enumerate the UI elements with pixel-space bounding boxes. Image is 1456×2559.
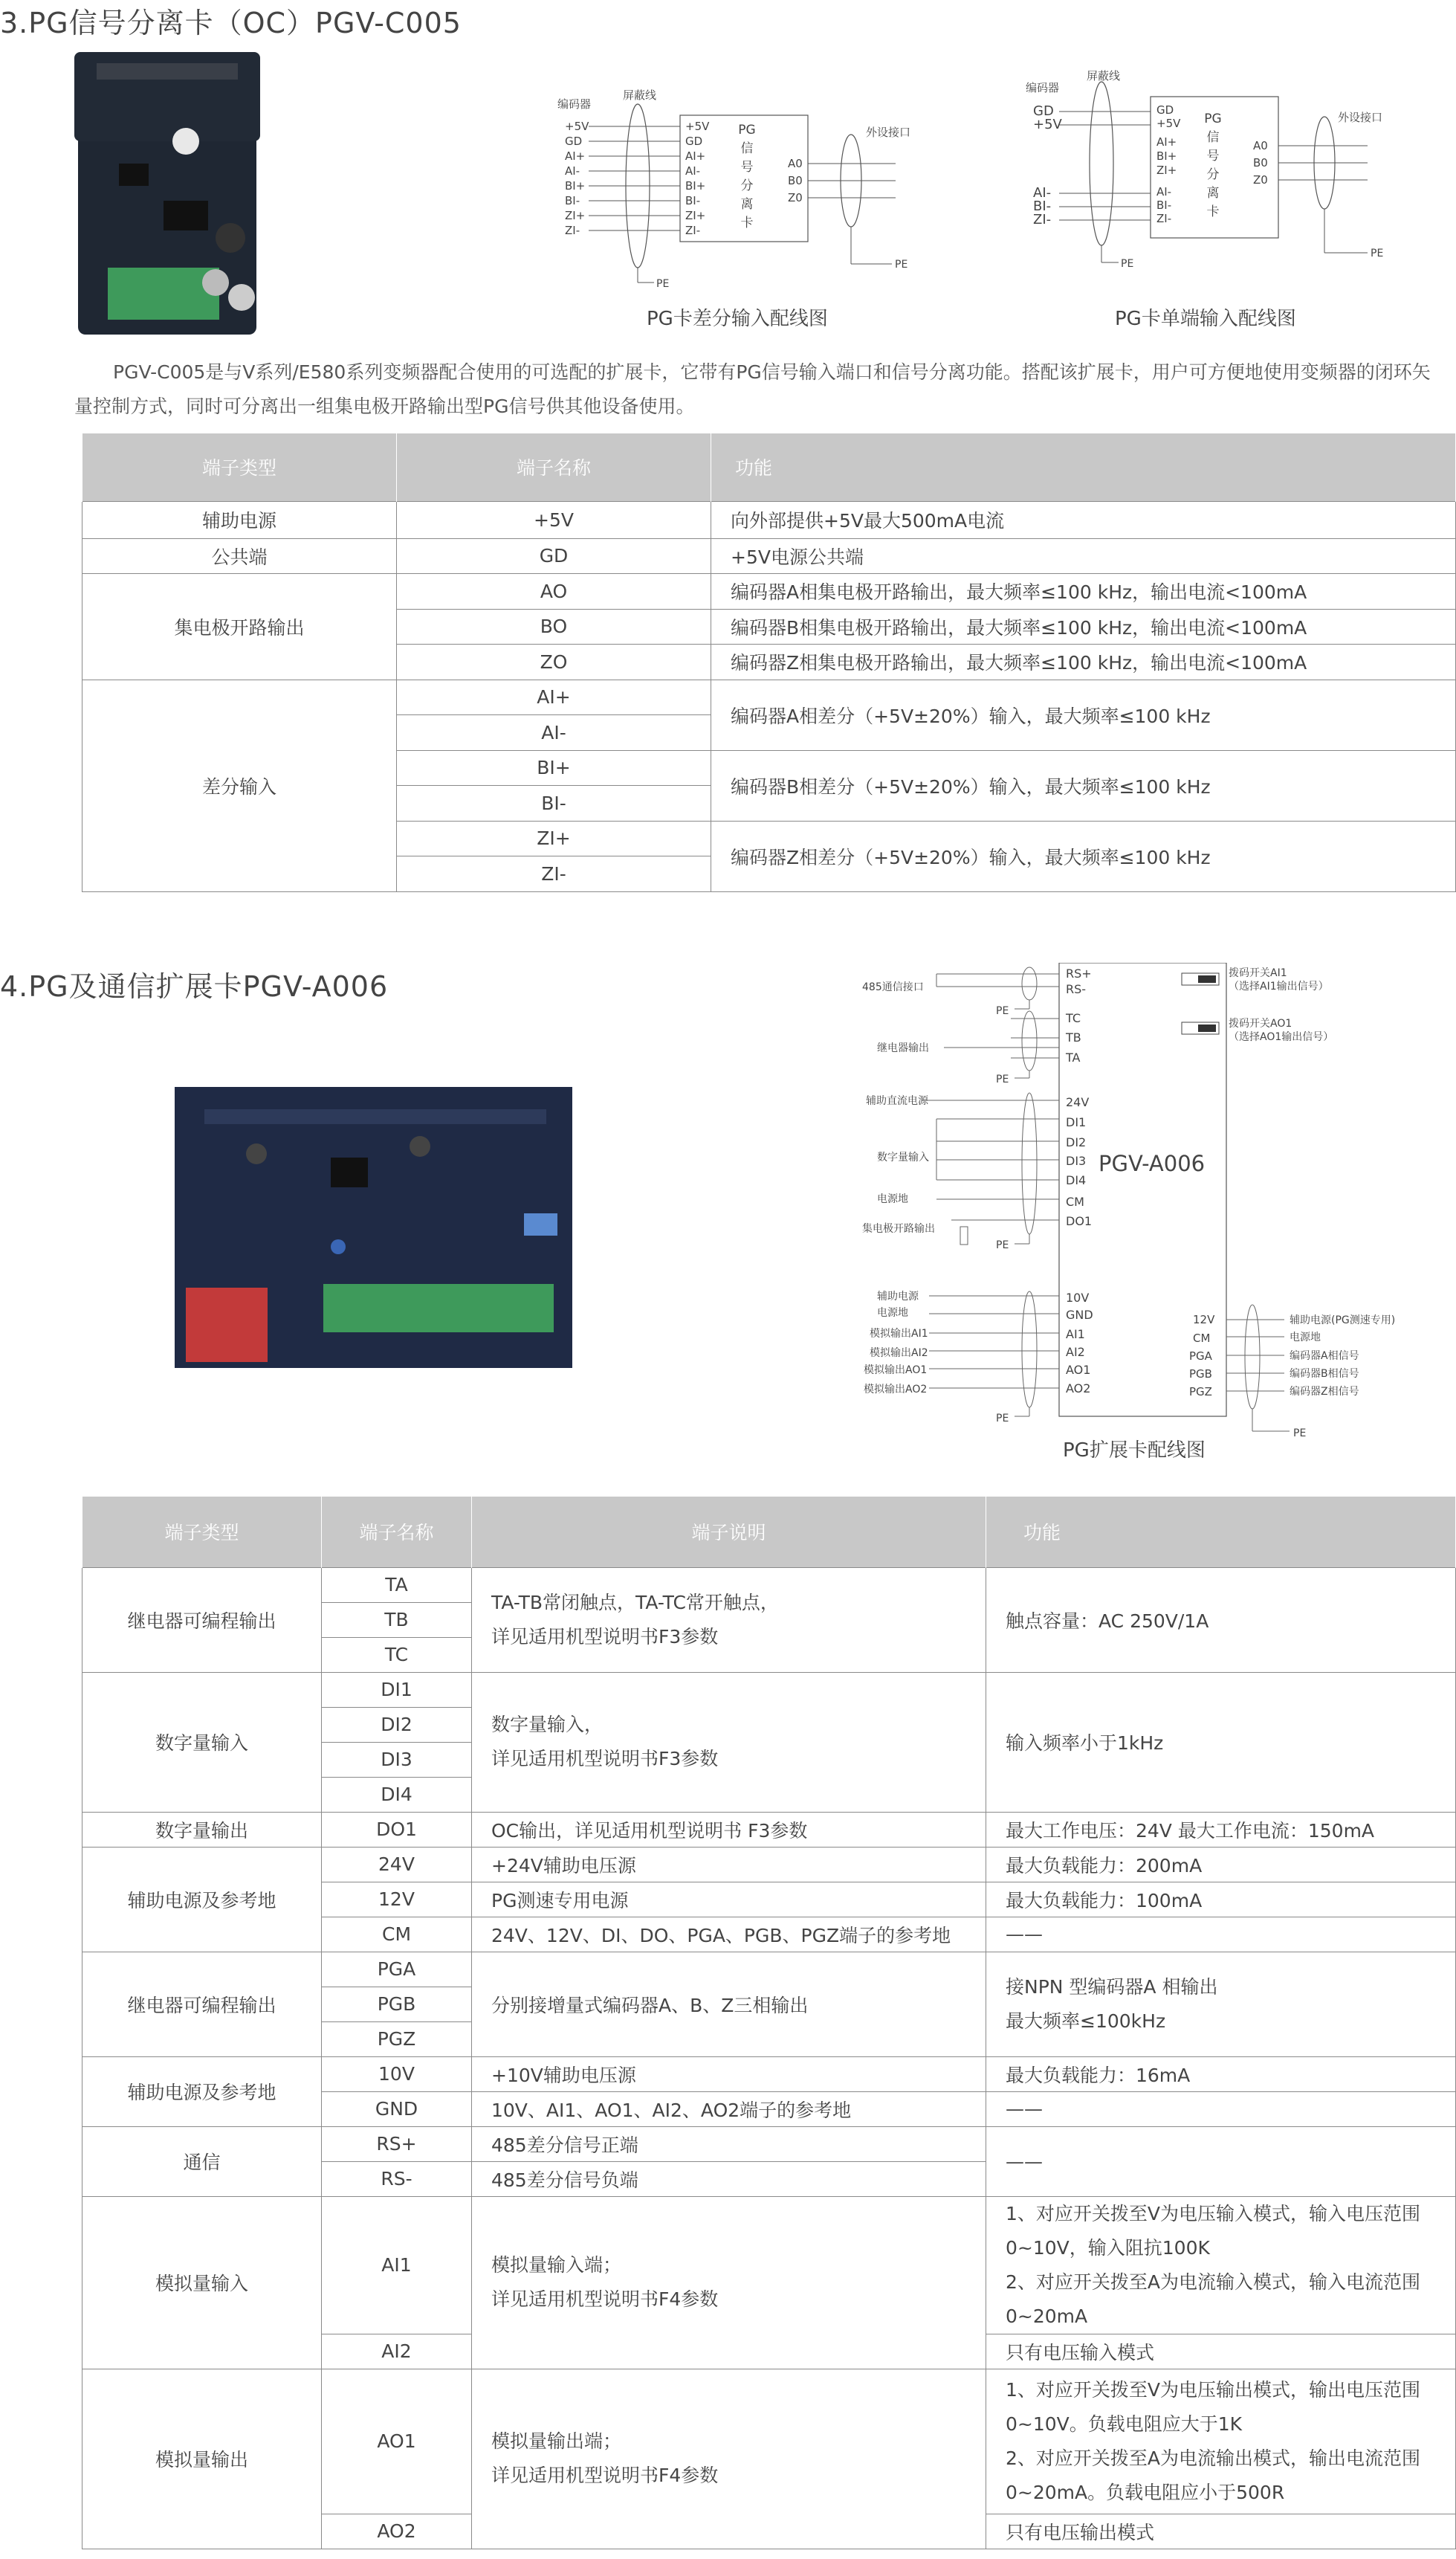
a006-right-label-3: 编码器B相信号 [1290,1368,1359,1380]
a006-label-oc: 集电极开路输出 [862,1223,935,1235]
t4-name-tb: TB [322,1602,472,1637]
t4-desc-cm: 24V、12V、DI、DO、PGA、PGB、PGZ端子的参考地 [472,1917,986,1952]
d1-shield-label: 屏蔽线 [623,88,657,102]
t4-type-aout: 模拟量输出 [82,2369,322,2549]
a006-pe-right: PE [1293,1427,1307,1439]
t3-func-gd: +5V电源公共端 [711,538,1456,573]
d1-out-pin-0: A0 [788,157,803,170]
t4-name-12v: 12V [322,1882,472,1917]
t4-desc-ain [472,2196,986,2369]
t4-func-ao1-line1: 1、对应开关拨至V为电压输出模式，输出电压范围 [1006,2378,1421,2401]
t3-header-func: 功能 [711,433,1456,501]
d2-left-pin-3: BI- [1033,199,1052,214]
t4-name-pgb: PGB [322,1987,472,2021]
a006-caption: PG扩展卡配线图 [1063,1439,1206,1462]
a006-label-ai1: 模拟输出AI1 [870,1328,928,1340]
t4-name-di3: DI3 [322,1742,472,1777]
a006-pin-gnd: GND [1066,1308,1093,1322]
t4-func-relay1: 触点容量：AC 250V/1A [986,1567,1456,1672]
d1-card-pin-7: ZI- [685,224,701,237]
d1-card-pin-1: GD [685,135,703,148]
d2-pe-right: PE [1371,248,1384,259]
a006-right-label-4: 编码器Z相信号 [1290,1386,1359,1398]
a006-label-ao2: 模拟输出AO2 [864,1384,928,1395]
t3-name-ao: AO [397,573,711,609]
t4-name-10v: 10V [322,2056,472,2091]
t4-func-10v: 最大负载能力：16mA [986,2056,1456,2091]
a006-pin-tc: TC [1066,1011,1081,1025]
t3-func-ao: 编码器A相集电极开路输出，最大频率≤100 kHz，输出电流<100mA [711,573,1456,609]
d1-ext-label: 外设接口 [866,126,911,139]
t4-desc-10v: +10V辅助电压源 [472,2056,986,2091]
d1-card-label-1: 信 [740,141,754,156]
d2-shield-label: 屏蔽线 [1087,69,1121,83]
t4-name-ai2: AI2 [322,2334,472,2369]
t4-desc-ain-line2: 详见适用机型说明书F4参数 [491,2288,719,2310]
t4-type-aux1: 辅助电源及参考地 [82,1847,322,1952]
diagram-diff-caption: PG卡差分输入配线图 [647,308,828,330]
t4-desc-aout [472,2369,986,2549]
d1-left-pin-3: AI- [565,164,580,178]
t4-desc-ain-line1: 模拟量输入端； [491,2254,622,2276]
a006-label-ao1: 模拟输出AO1 [864,1364,928,1376]
a006-pin-ao2: AO2 [1066,1381,1091,1395]
t3-name-zi-plus: ZI+ [397,821,711,856]
t3-name-bi-plus: BI+ [397,750,711,785]
d2-card-pin-3: BI+ [1156,149,1177,163]
a006-right-label-1: 电源地 [1290,1332,1321,1343]
a006-pin-di2: DI2 [1066,1135,1087,1149]
diagram-single-input [1018,63,1420,309]
d1-out-pin-2: Z0 [788,191,803,204]
d2-pe-left: PE [1121,258,1134,270]
a006-label-485: 485通信接口 [862,981,924,993]
t4-func-24v: 最大负载能力：200mA [986,1847,1456,1882]
d2-card-label-2: 号 [1206,149,1220,164]
a006-pin-ta: TA [1066,1051,1081,1065]
t4-func-12v: 最大负载能力：100mA [986,1882,1456,1917]
t4-func-cm: —— [986,1917,1456,1952]
d2-out-pin-2: Z0 [1253,173,1268,187]
t4-func-ao1 [986,2369,1456,2514]
a006-label-aux: 辅助电源 [877,1291,919,1303]
diagram-single-caption: PG卡单端输入配线图 [1115,308,1296,330]
t3-name-gd: GD [397,538,711,573]
d2-left-pin-4: ZI- [1033,212,1052,227]
t3-name-zo: ZO [397,644,711,680]
t4-name-24v: 24V [322,1847,472,1882]
a006-label-relay: 继电器输出 [877,1042,929,1054]
a006-pin-do1: DO1 [1066,1214,1093,1228]
d2-card-label-0: PG [1204,112,1222,126]
t3-type-common: 公共端 [82,538,397,573]
d2-card-label-3: 分 [1206,167,1220,182]
t3-func-b-diff: 编码器B相差分（+5V±20%）输入，最大频率≤100 kHz [711,750,1456,821]
t4-desc-rsp: 485差分信号正端 [472,2126,986,2161]
t4-func-ai2: 只有电压输入模式 [986,2334,1456,2369]
d1-left-pin-1: GD [565,135,583,148]
section4-title: 4.PG及通信扩展卡PGV-A006 [0,970,389,1003]
a006-pin-di3: DI3 [1066,1154,1087,1168]
d1-card-label-5: 卡 [740,216,754,230]
t3-header-type: 端子类型 [82,433,397,501]
t4-desc-din-line1: 数字量输入， [491,1714,604,1735]
t4-name-tc: TC [322,1637,472,1672]
d1-left-pin-7: ZI- [565,224,580,237]
d2-encoder-label: 编码器 [1026,81,1060,94]
d2-card-pin-0: GD [1156,103,1174,117]
t4-desc-rsm: 485差分信号负端 [472,2161,986,2196]
t4-type-ain: 模拟量输入 [82,2196,322,2369]
t3-name-zi-minus: ZI- [397,856,711,891]
t3-name-5v: +5V [397,501,711,538]
t4-desc-relay1-line2: 详见适用机型说明书F3参数 [491,1625,719,1648]
d2-left-pin-1: +5V [1033,117,1062,132]
t3-header-name: 端子名称 [397,433,711,501]
t4-func-ai1-line4: 0~20mA [1006,2305,1088,2327]
t4-name-gnd: GND [322,2091,472,2126]
a006-right-pin-cm: CM [1193,1332,1211,1345]
t4-name-pga: PGA [322,1952,472,1987]
d2-card-pin-4: ZI+ [1156,164,1177,177]
t4-name-ta: TA [322,1567,472,1602]
t4-func-ai1-line1: 1、对应开关拨至V为电压输入模式，输入电压范围 [1006,2202,1421,2224]
t3-func-bo: 编码器B相集电极开路输出，最大频率≤100 kHz，输出电流<100mA [711,609,1456,644]
a006-pe-4: PE [996,1413,1009,1424]
t4-func-ai1-line3: 2、对应开关拨至A为电流输入模式，输入电流范围 [1006,2271,1421,2293]
t4-name-cm: CM [322,1917,472,1952]
a006-right-label-0: 辅助电源(PG测速专用) [1290,1314,1396,1326]
t3-func-zo: 编码器Z相集电极开路输出，最大频率≤100 kHz，输出电流<100mA [711,644,1456,680]
t4-desc-din [472,1672,986,1812]
a006-pe-1: PE [996,1005,1009,1017]
d2-left-pin-2: AI- [1033,185,1052,201]
description-line-1: PGV-C005是与V系列/E580系列变频器配合使用的可选配的扩展卡，它带有PG信号输入端口和信号分离功能。搭配该扩展卡，用户可方便地使用变频器的闭环矢 [113,361,1431,383]
t3-type-diff: 差分输入 [82,680,397,891]
pgv-c005-terminal-table [82,433,1456,892]
pgv-c005-board-image [74,52,260,336]
t3-func-5v: 向外部提供+5V最大500mA电流 [711,501,1456,538]
d2-card-pin-1: +5V [1156,117,1181,130]
t4-desc-aout-line2: 详见适用机型说明书F4参数 [491,2465,719,2486]
d1-card-pin-0: +5V [685,120,710,133]
d1-pe-right: PE [895,259,908,271]
d2-card-pin-7: ZI- [1156,212,1172,225]
t4-desc-12v: PG测速专用电源 [472,1882,986,1917]
a006-label-gnd: 电源地 [877,1193,908,1205]
t4-header-name: 端子名称 [322,1497,472,1567]
t4-func-dout: 最大工作电压：24V 最大工作电流：150mA [986,1812,1456,1847]
a006-pin-rsp: RS+ [1066,967,1092,981]
d2-left-pin-0: GD [1033,103,1054,119]
t4-type-din: 数字量输入 [82,1672,322,1812]
t4-func-relay2 [986,1952,1456,2056]
a006-card-name: PGV-A006 [1099,1151,1206,1176]
t4-func-ai1-line2: 0~10V，输入阻抗100K [1006,2236,1210,2259]
t4-func-ao1-line4: 0~20mA。负载电阻应小于500R [1006,2481,1285,2503]
d1-left-pin-4: BI+ [565,179,586,193]
a006-pin-ao1: AO1 [1066,1363,1091,1377]
a006-switch1-desc: （选择AI1输出信号） [1229,981,1329,993]
d2-card-label-4: 离 [1206,186,1220,201]
a006-label-aux-dc: 辅助直流电源 [866,1095,928,1107]
t4-name-di1: DI1 [322,1672,472,1707]
t4-type-relay2: 继电器可编程输出 [82,1952,322,2056]
a006-pin-di1: DI1 [1066,1115,1087,1129]
a006-pin-cm: CM [1066,1195,1084,1209]
d1-out-pin-1: B0 [788,174,803,187]
a006-switch2-desc: （选择AO1输出信号） [1229,1031,1334,1043]
a006-pin-ai1: AI1 [1066,1327,1085,1341]
diagram-diff-input [543,74,929,320]
d1-card-label-0: PG [738,123,756,138]
pgv-a006-wiring-diagram [862,963,1434,1468]
d2-out-pin-1: B0 [1253,156,1268,170]
t4-func-ao2: 只有电压输出模式 [986,2514,1456,2549]
t4-func-din: 输入频率小于1kHz [986,1672,1456,1812]
t3-func-a-diff: 编码器A相差分（+5V±20%）输入，最大频率≤100 kHz [711,680,1456,750]
t3-type-aux: 辅助电源 [82,501,397,538]
d1-card-label-3: 分 [740,178,754,193]
t4-func-relay2-line2: 最大频率≤100kHz [1006,2010,1166,2032]
t4-desc-24v: +24V辅助电压源 [472,1847,986,1882]
pgv-a006-board-image [175,1087,572,1368]
t4-desc-dout: OC输出，详见适用机型说明书 F3参数 [472,1812,986,1847]
a006-label-gnd2: 电源地 [877,1307,908,1319]
t4-desc-din-line2: 详见适用机型说明书F3参数 [491,1748,719,1769]
d1-card-pin-3: AI- [685,164,701,178]
d2-ext-label: 外设接口 [1338,111,1383,124]
d2-card-pin-5: AI- [1156,185,1172,199]
t4-func-ai1 [986,2196,1456,2334]
a006-label-din: 数字量输入 [877,1152,929,1164]
t4-type-dout: 数字量输出 [82,1812,322,1847]
a006-pin-ai2: AI2 [1066,1345,1085,1359]
d1-pe-left: PE [656,278,670,290]
t4-header-type: 端子类型 [82,1497,322,1567]
d1-card-pin-5: BI- [685,194,701,207]
d1-card-label-2: 号 [740,160,754,175]
a006-switch2-name: 拨码开关AO1 [1229,1018,1292,1030]
t4-func-ao1-line3: 2、对应开关拨至A为电流输出模式，输出电流范围 [1006,2447,1421,2469]
t4-func-ao1-line2: 0~10V。负载电阻应大于1K [1006,2413,1243,2435]
d2-out-pin-0: A0 [1253,139,1268,152]
t4-name-do1: DO1 [322,1812,472,1847]
t4-name-ao2: AO2 [322,2514,472,2549]
t4-func-relay2-line1: 接NPN 型编码器A 相输出 [1006,1975,1218,1998]
d1-left-pin-5: BI- [565,194,580,207]
d1-encoder-label: 编码器 [557,97,592,111]
t4-header-func: 功能 [986,1497,1456,1567]
t4-func-comm: —— [986,2126,1456,2196]
t4-type-comm: 通信 [82,2126,322,2196]
a006-right-pin-pgb: PGB [1189,1367,1212,1381]
t4-type-relay1: 继电器可编程输出 [82,1567,322,1672]
a006-pin-tb: TB [1066,1030,1081,1045]
t4-desc-gnd: 10V、AI1、AO1、AI2、AO2端子的参考地 [472,2091,986,2126]
t4-func-gnd: —— [986,2091,1456,2126]
a006-pin-10v: 10V [1066,1291,1090,1305]
a006-pin-rsm: RS- [1066,982,1087,996]
t4-type-aux2: 辅助电源及参考地 [82,2056,322,2126]
t4-name-rsp: RS+ [322,2126,472,2161]
t4-desc-aout-line1: 模拟量输出端； [491,2430,622,2452]
d1-card-pin-4: BI+ [685,179,706,193]
d2-card-pin-2: AI+ [1156,135,1177,149]
t4-desc-relay1-line1: TA-TB常闭触点，TA-TC常开触点， [491,1591,779,1613]
section3-description [0,355,1456,424]
description-line-2: 量控制方式，同时可分离出一组集电极开路输出型PG信号供其他设备使用。 [74,396,695,417]
t4-name-di2: DI2 [322,1707,472,1742]
d1-card-pin-2: AI+ [685,149,706,163]
d2-card-label-5: 卡 [1206,204,1220,219]
a006-right-pin-pgz: PGZ [1189,1385,1212,1398]
d1-left-pin-0: +5V [565,120,589,133]
t4-header-desc: 端子说明 [472,1497,986,1567]
pgv-a006-terminal-table [82,1497,1456,2549]
a006-pin-24v: 24V [1066,1095,1090,1109]
a006-right-pin-pga: PGA [1189,1349,1212,1363]
t4-name-rsm: RS- [322,2161,472,2196]
d2-card-pin-6: BI- [1156,199,1172,212]
t4-name-pgz: PGZ [322,2021,472,2056]
t4-desc-relay1 [472,1567,986,1672]
d2-card-label-1: 信 [1206,130,1220,145]
t3-name-bo: BO [397,609,711,644]
a006-label-ai2: 模拟输出AI2 [870,1347,928,1359]
d1-left-pin-6: ZI+ [565,209,586,222]
t3-name-ai-plus: AI+ [397,680,711,714]
a006-right-pin-12v: 12V [1193,1313,1215,1326]
d1-card-pin-6: ZI+ [685,209,706,222]
t3-func-z-diff: 编码器Z相差分（+5V±20%）输入，最大频率≤100 kHz [711,821,1456,891]
a006-pin-di4: DI4 [1066,1173,1087,1187]
a006-pe-2: PE [996,1074,1009,1085]
t3-name-bi-minus: BI- [397,785,711,821]
section3-title: 3.PG信号分离卡（OC）PGV-C005 [0,7,462,39]
d1-card-label-4: 离 [740,197,754,212]
a006-right-label-2: 编码器A相信号 [1290,1350,1359,1362]
t3-type-oc: 集电极开路输出 [82,573,397,680]
t4-name-di4: DI4 [322,1777,472,1812]
t4-name-ao1: AO1 [322,2369,472,2514]
d1-left-pin-2: AI+ [565,149,586,163]
t3-name-ai-minus: AI- [397,714,711,750]
t4-desc-relay2: 分别接增量式编码器A、B、Z三相输出 [472,1952,986,2056]
a006-pe-3: PE [996,1239,1009,1251]
a006-switch1-name: 拨码开关AI1 [1229,967,1287,979]
t4-name-ai1: AI1 [322,2196,472,2334]
